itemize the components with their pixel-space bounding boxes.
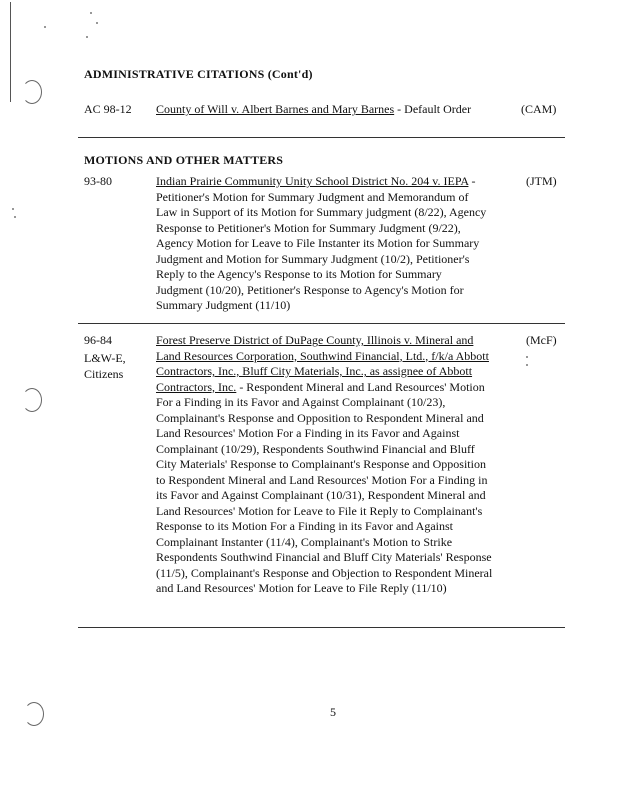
entry-motion-text: - Default Order (394, 102, 472, 116)
entry-docket-note: Citizens (84, 367, 124, 381)
scan-edge-line (10, 2, 11, 102)
section-heading-admin-citations: ADMINISTRATIVE CITATIONS (Cont'd) (84, 67, 313, 81)
entry-case-number: 93-80 (84, 174, 112, 188)
punch-hole-mark (22, 388, 42, 412)
scan-speck (90, 12, 92, 14)
entry-docket-note: L&W-E, (84, 351, 126, 365)
entry-description (156, 102, 501, 118)
entry-divider (78, 323, 565, 324)
scan-speck (526, 364, 528, 366)
scan-speck (12, 208, 14, 210)
scan-speck (14, 216, 16, 218)
entry-judge-initials: (JTM) (526, 174, 557, 188)
section-divider (78, 137, 565, 138)
entry-judge-initials: (McF) (526, 333, 557, 347)
entry-case-title: Indian Prairie Community Unity School District No. 204 v. IEPA (156, 174, 469, 188)
entry-case-number: 96-84 (84, 333, 112, 347)
section-heading-motions: MOTIONS AND OTHER MATTERS (84, 153, 284, 167)
punch-hole-mark (22, 80, 42, 104)
entry-divider (78, 627, 565, 628)
scan-speck (44, 26, 46, 28)
page-number: 5 (330, 705, 336, 719)
entry-motion-text: - Petitioner's Motion for Summary Judgment and Memorandum of Law in Support of its Motion for Summary judgment (8/22), Agency Response to Petitioner's Motion for Summary Judgment (9/22), Agency Motion for Leave to File Instanter its Motion for Summary Judgment and Motion for Summary Judgment (10/2), Petitioner's Reply to the Agency's Response to its Motion for Summary Judgment (10/20), Petitioner's Response to Agency's Motion for Summary Judgment (11/10) (156, 174, 487, 312)
entry-case-title: Forest Preserve District of DuPage County, Illinois v. Mineral and Land Resources Corporation, Southwind Financial, Ltd., f/k/a Abbott Contractors, Inc., Bluff City Materials, Inc., as assignee of Abbott Contractors, Inc. (156, 333, 489, 394)
scan-speck (96, 22, 98, 24)
entry-description (156, 333, 494, 597)
entry-case-title: County of Will v. Albert Barnes and Mary Barnes (156, 102, 395, 116)
entry-case-number: AC 98-12 (84, 102, 132, 116)
entry-description (156, 174, 491, 314)
punch-hole-mark (24, 702, 44, 726)
entry-judge-initials: (CAM) (521, 102, 557, 116)
scan-speck (86, 36, 88, 38)
entry-motion-text: - Respondent Mineral and Land Resources' Motion For a Finding in its Favor and Against Complainant (10/23), Complainant's Response and Opposition to Respondent Mineral and Land Resources' Motion For a Finding in its Favor and Against Complainant (10/29), Respondents Southwind Financial and Bluff City Materials' Response to Complainant's Response and Opposition to Respondent Mineral and Land Resources' Motion For a Finding in its Favor and Against Complainant (10/31), Respondent Mineral and Land Resources' Motion for Leave to File it Reply to Complainant's Response to its Motion For a Finding in its Favor and Against Complainant Instanter (11/4), Complainant's Motion to Strike Respondents Southwind Financial and Bluff City Materials' Response (11/5), Complainant's Response and Objection to Respondent Mineral and Land Resources' Motion for Leave to File Reply (11/10) (156, 379, 493, 595)
scan-speck (526, 356, 528, 358)
